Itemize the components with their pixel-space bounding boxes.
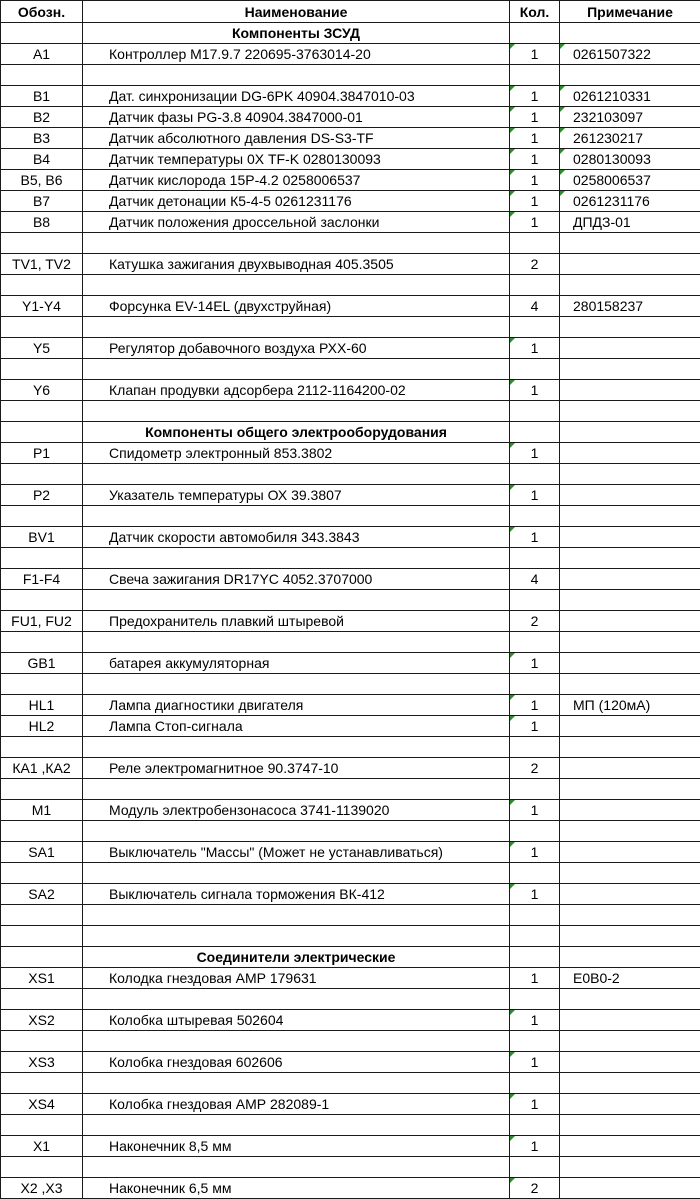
qty-cell: 1	[510, 1052, 560, 1073]
name-cell: Предохранитель плавкий штыревой	[83, 611, 510, 632]
qty-cell-empty	[510, 989, 560, 1010]
code-cell-empty	[1, 821, 83, 842]
designation-cell: КА1 ,КА2	[1, 758, 83, 779]
name-cell: Выключатель "Массы" (Может не устанавливаться)	[83, 842, 510, 863]
qty-cell-empty	[510, 821, 560, 842]
name-cell: Наконечник 6,5 мм	[83, 1178, 510, 1199]
name-cell: Датчик температуры 0Х ТF-K 0280130093	[83, 149, 510, 170]
note-cell	[560, 653, 700, 674]
note-cell-empty	[560, 359, 700, 380]
code-cell-empty	[1, 779, 83, 800]
name-cell-empty	[83, 1157, 510, 1178]
name-cell-empty	[83, 674, 510, 695]
qty-cell-empty	[510, 233, 560, 254]
section-row	[1, 422, 700, 443]
note-cell: 232103097	[560, 107, 700, 128]
note-cell-empty	[560, 947, 700, 968]
table-row	[1, 128, 700, 149]
designation-cell: P1	[1, 443, 83, 464]
qty-cell: 2	[510, 254, 560, 275]
qty-cell: 1	[510, 485, 560, 506]
name-cell-empty	[83, 1073, 510, 1094]
designation-cell: B1	[1, 86, 83, 107]
qty-cell-empty	[510, 506, 560, 527]
note-cell-empty	[560, 275, 700, 296]
code-cell-empty	[1, 275, 83, 296]
note-cell-empty	[560, 65, 700, 86]
designation-cell: SA1	[1, 842, 83, 863]
blank-row	[1, 989, 700, 1010]
blank-row	[1, 905, 700, 926]
code-cell-empty	[1, 401, 83, 422]
designation-cell: Y6	[1, 380, 83, 401]
designation-cell: B7	[1, 191, 83, 212]
code-cell-empty	[1, 1031, 83, 1052]
designation-cell: XS3	[1, 1052, 83, 1073]
note-cell-empty	[560, 1157, 700, 1178]
name-cell: Колобка гнездовая 602606	[83, 1052, 510, 1073]
name-cell: батарея аккумуляторная	[83, 653, 510, 674]
designation-cell: B5, B6	[1, 170, 83, 191]
qty-cell: 4	[510, 569, 560, 590]
table-row	[1, 800, 700, 821]
qty-cell-empty	[510, 464, 560, 485]
designation-cell: HL2	[1, 716, 83, 737]
table-row	[1, 254, 700, 275]
designation-cell: B2	[1, 107, 83, 128]
qty-cell-empty	[510, 863, 560, 884]
note-cell	[560, 569, 700, 590]
qty-cell-empty	[510, 401, 560, 422]
qty-cell-empty	[510, 947, 560, 968]
qty-cell: 1	[510, 527, 560, 548]
name-cell-empty	[83, 1115, 510, 1136]
blank-row	[1, 674, 700, 695]
header-name: Наименование	[83, 1, 510, 23]
name-cell-empty	[83, 737, 510, 758]
note-cell-empty	[560, 905, 700, 926]
code-cell-empty	[1, 1115, 83, 1136]
code-cell-empty	[1, 506, 83, 527]
designation-cell: XS4	[1, 1094, 83, 1115]
designation-cell: Y5	[1, 338, 83, 359]
qty-cell-empty	[510, 737, 560, 758]
note-cell-empty	[560, 821, 700, 842]
designation-cell: X2 ,X3	[1, 1178, 83, 1199]
note-cell	[560, 1052, 700, 1073]
designation-cell: BV1	[1, 527, 83, 548]
name-cell-empty	[83, 233, 510, 254]
header-row	[1, 1, 700, 23]
name-cell-empty	[83, 506, 510, 527]
name-cell-empty	[83, 401, 510, 422]
table-row	[1, 212, 700, 233]
qty-cell: 1	[510, 191, 560, 212]
designation-cell: FU1, FU2	[1, 611, 83, 632]
table-row	[1, 758, 700, 779]
table-row	[1, 1178, 700, 1199]
note-cell-empty	[560, 1031, 700, 1052]
code-cell-empty	[1, 464, 83, 485]
table-row	[1, 86, 700, 107]
table-row	[1, 695, 700, 716]
name-cell-empty	[83, 275, 510, 296]
qty-cell-empty	[510, 674, 560, 695]
blank-row	[1, 821, 700, 842]
note-cell	[560, 443, 700, 464]
code-cell-empty	[1, 590, 83, 611]
qty-cell-empty	[510, 422, 560, 443]
note-cell-empty	[560, 926, 700, 947]
code-cell-empty	[1, 905, 83, 926]
note-cell: 280158237	[560, 296, 700, 317]
name-cell: Датчик фазы PG-3.8 40904.3847000-01	[83, 107, 510, 128]
name-cell: Датчик кислорода 15P-4.2 0258006537	[83, 170, 510, 191]
note-cell	[560, 1178, 700, 1199]
table-row	[1, 380, 700, 401]
qty-cell-empty	[510, 23, 560, 44]
designation-cell: A1	[1, 44, 83, 65]
note-cell-empty	[560, 464, 700, 485]
name-cell-empty	[83, 926, 510, 947]
name-cell-empty	[83, 632, 510, 653]
qty-cell-empty	[510, 590, 560, 611]
name-cell-empty	[83, 779, 510, 800]
name-cell: Наконечник 8,5 мм	[83, 1136, 510, 1157]
designation-cell: М1	[1, 800, 83, 821]
qty-cell: 1	[510, 695, 560, 716]
designation-cell: F1-F4	[1, 569, 83, 590]
qty-cell: 1	[510, 380, 560, 401]
note-cell-empty	[560, 1073, 700, 1094]
table-row	[1, 149, 700, 170]
note-cell-empty	[560, 989, 700, 1010]
note-cell-empty	[560, 401, 700, 422]
name-cell: Лампа Стоп-сигнала	[83, 716, 510, 737]
qty-cell-empty	[510, 548, 560, 569]
code-cell-empty	[1, 65, 83, 86]
qty-cell-empty	[510, 632, 560, 653]
blank-row	[1, 1031, 700, 1052]
note-cell	[560, 485, 700, 506]
code-cell-empty	[1, 632, 83, 653]
designation-cell: X1	[1, 1136, 83, 1157]
name-cell-empty	[83, 548, 510, 569]
section-title: Компоненты ЗСУД	[83, 23, 510, 44]
note-cell	[560, 842, 700, 863]
code-cell-empty	[1, 737, 83, 758]
table-row	[1, 569, 700, 590]
blank-row	[1, 926, 700, 947]
qty-cell: 4	[510, 296, 560, 317]
blank-row	[1, 359, 700, 380]
note-cell: 0261231176	[560, 191, 700, 212]
table-row	[1, 338, 700, 359]
code-cell-empty	[1, 947, 83, 968]
table-row	[1, 884, 700, 905]
name-cell: Реле электромагнитное 90.3747-10	[83, 758, 510, 779]
blank-row	[1, 863, 700, 884]
name-cell-empty	[83, 863, 510, 884]
qty-cell: 1	[510, 338, 560, 359]
qty-cell: 1	[510, 842, 560, 863]
qty-cell: 1	[510, 44, 560, 65]
name-cell: Колодка гнездовая АМР 179631	[83, 968, 510, 989]
note-cell-empty	[560, 590, 700, 611]
designation-cell: SA2	[1, 884, 83, 905]
note-cell-empty	[560, 779, 700, 800]
note-cell	[560, 884, 700, 905]
name-cell-empty	[83, 65, 510, 86]
table-row	[1, 107, 700, 128]
code-cell-empty	[1, 317, 83, 338]
qty-cell: 2	[510, 758, 560, 779]
designation-cell: P2	[1, 485, 83, 506]
blank-row	[1, 1115, 700, 1136]
name-cell: Форсунка EV-14EL (двухструйная)	[83, 296, 510, 317]
name-cell: Датчик положения дроссельной заслонки	[83, 212, 510, 233]
blank-row	[1, 401, 700, 422]
code-cell-empty	[1, 863, 83, 884]
qty-cell: 1	[510, 212, 560, 233]
qty-cell-empty	[510, 905, 560, 926]
name-cell: Контроллер М17.9.7 220695-3763014-20	[83, 44, 510, 65]
table-row	[1, 968, 700, 989]
code-cell-empty	[1, 674, 83, 695]
designation-cell: B4	[1, 149, 83, 170]
name-cell: Модуль электробензонасоса 3741-1139020	[83, 800, 510, 821]
note-cell	[560, 254, 700, 275]
code-cell-empty	[1, 926, 83, 947]
designation-cell: GB1	[1, 653, 83, 674]
name-cell: Дат. синхронизации DG-6PK 40904.3847010-03	[83, 86, 510, 107]
table-row	[1, 653, 700, 674]
qty-cell: 1	[510, 1094, 560, 1115]
table-row	[1, 170, 700, 191]
name-cell: Клапан продувки адсорбера 2112-1164200-02	[83, 380, 510, 401]
qty-cell-empty	[510, 317, 560, 338]
name-cell-empty	[83, 821, 510, 842]
qty-cell-empty	[510, 65, 560, 86]
name-cell-empty	[83, 905, 510, 926]
note-cell: Е0В0-2	[560, 968, 700, 989]
header-qty: Кол.	[510, 1, 560, 23]
note-cell: 0261210331	[560, 86, 700, 107]
code-cell-empty	[1, 989, 83, 1010]
qty-cell-empty	[510, 926, 560, 947]
name-cell: Датчик абсолютного давления DS-S3-TF	[83, 128, 510, 149]
designation-cell: XS1	[1, 968, 83, 989]
qty-cell: 1	[510, 149, 560, 170]
qty-cell-empty	[510, 1115, 560, 1136]
qty-cell: 1	[510, 1010, 560, 1031]
table-row	[1, 611, 700, 632]
table-row	[1, 191, 700, 212]
qty-cell-empty	[510, 359, 560, 380]
note-cell	[560, 611, 700, 632]
qty-cell-empty	[510, 1031, 560, 1052]
blank-row	[1, 317, 700, 338]
note-cell	[560, 380, 700, 401]
section-row	[1, 23, 700, 44]
qty-cell-empty	[510, 779, 560, 800]
section-row	[1, 947, 700, 968]
qty-cell: 1	[510, 968, 560, 989]
note-cell-empty	[560, 23, 700, 44]
table-body	[1, 23, 700, 1199]
note-cell	[560, 800, 700, 821]
name-cell-empty	[83, 317, 510, 338]
table-row	[1, 1052, 700, 1073]
blank-row	[1, 632, 700, 653]
name-cell: Выключатель сигнала торможения ВК-412	[83, 884, 510, 905]
note-cell	[560, 758, 700, 779]
name-cell: Колобка штыревая 502604	[83, 1010, 510, 1031]
note-cell	[560, 1136, 700, 1157]
name-cell: Свеча зажигания DR17YC 4052.3707000	[83, 569, 510, 590]
designation-cell: B3	[1, 128, 83, 149]
name-cell: Спидометр электронный 853.3802	[83, 443, 510, 464]
name-cell: Лампа диагностики двигателя	[83, 695, 510, 716]
note-cell: 261230217	[560, 128, 700, 149]
table-row	[1, 44, 700, 65]
designation-cell: XS2	[1, 1010, 83, 1031]
name-cell-empty	[83, 464, 510, 485]
qty-cell: 1	[510, 800, 560, 821]
blank-row	[1, 506, 700, 527]
code-cell-empty	[1, 422, 83, 443]
blank-row	[1, 1157, 700, 1178]
qty-cell: 1	[510, 443, 560, 464]
note-cell-empty	[560, 863, 700, 884]
blank-row	[1, 737, 700, 758]
blank-row	[1, 233, 700, 254]
qty-cell-empty	[510, 1073, 560, 1094]
code-cell-empty	[1, 548, 83, 569]
note-cell: 0258006537	[560, 170, 700, 191]
table-row	[1, 842, 700, 863]
qty-cell: 2	[510, 611, 560, 632]
designation-cell: Y1-Y4	[1, 296, 83, 317]
table-row	[1, 1094, 700, 1115]
qty-cell: 1	[510, 1136, 560, 1157]
note-cell: 0280130093	[560, 149, 700, 170]
qty-cell: 1	[510, 884, 560, 905]
blank-row	[1, 779, 700, 800]
table-row	[1, 1136, 700, 1157]
note-cell	[560, 1010, 700, 1031]
note-cell	[560, 527, 700, 548]
note-cell: 0261507322	[560, 44, 700, 65]
note-cell-empty	[560, 506, 700, 527]
qty-cell: 1	[510, 716, 560, 737]
blank-row	[1, 464, 700, 485]
code-cell-empty	[1, 359, 83, 380]
name-cell: Датчик детонации К5-4-5 0261231176	[83, 191, 510, 212]
blank-row	[1, 1073, 700, 1094]
blank-row	[1, 548, 700, 569]
designation-cell: TV1, TV2	[1, 254, 83, 275]
table-row	[1, 485, 700, 506]
table-row	[1, 527, 700, 548]
note-cell: МП (120мА)	[560, 695, 700, 716]
blank-row	[1, 590, 700, 611]
blank-row	[1, 275, 700, 296]
name-cell: Катушка зажигания двухвыводная 405.3505	[83, 254, 510, 275]
qty-cell: 1	[510, 86, 560, 107]
code-cell-empty	[1, 1157, 83, 1178]
note-cell	[560, 716, 700, 737]
note-cell-empty	[560, 317, 700, 338]
code-cell-empty	[1, 23, 83, 44]
qty-cell: 1	[510, 107, 560, 128]
code-cell-empty	[1, 233, 83, 254]
note-cell: ДПДЗ-01	[560, 212, 700, 233]
name-cell: Датчик скорости автомобиля 343.3843	[83, 527, 510, 548]
note-cell-empty	[560, 674, 700, 695]
table-row	[1, 1010, 700, 1031]
note-cell-empty	[560, 1115, 700, 1136]
table-row	[1, 716, 700, 737]
note-cell	[560, 338, 700, 359]
qty-cell: 2	[510, 1178, 560, 1199]
note-cell-empty	[560, 632, 700, 653]
name-cell: Колобка гнездовая АМР 282089-1	[83, 1094, 510, 1115]
qty-cell: 1	[510, 170, 560, 191]
note-cell-empty	[560, 422, 700, 443]
name-cell-empty	[83, 989, 510, 1010]
section-title: Соединители электрические	[83, 947, 510, 968]
name-cell: Указатель температуры ОХ 39.3807	[83, 485, 510, 506]
blank-row	[1, 65, 700, 86]
name-cell-empty	[83, 1031, 510, 1052]
note-cell-empty	[560, 548, 700, 569]
note-cell-empty	[560, 737, 700, 758]
name-cell: Регулятор добавочного воздуха РХХ-60	[83, 338, 510, 359]
table-row	[1, 443, 700, 464]
qty-cell: 1	[510, 653, 560, 674]
code-cell-empty	[1, 1073, 83, 1094]
section-title: Компоненты общего электрооборудования	[83, 422, 510, 443]
header-note: Примечание	[560, 1, 700, 23]
name-cell-empty	[83, 359, 510, 380]
qty-cell: 1	[510, 128, 560, 149]
note-cell	[560, 1094, 700, 1115]
designation-cell: B8	[1, 212, 83, 233]
header-code: Обозн.	[1, 1, 83, 23]
table-row	[1, 296, 700, 317]
note-cell-empty	[560, 233, 700, 254]
qty-cell-empty	[510, 1157, 560, 1178]
designation-cell: HL1	[1, 695, 83, 716]
qty-cell-empty	[510, 275, 560, 296]
name-cell-empty	[83, 590, 510, 611]
